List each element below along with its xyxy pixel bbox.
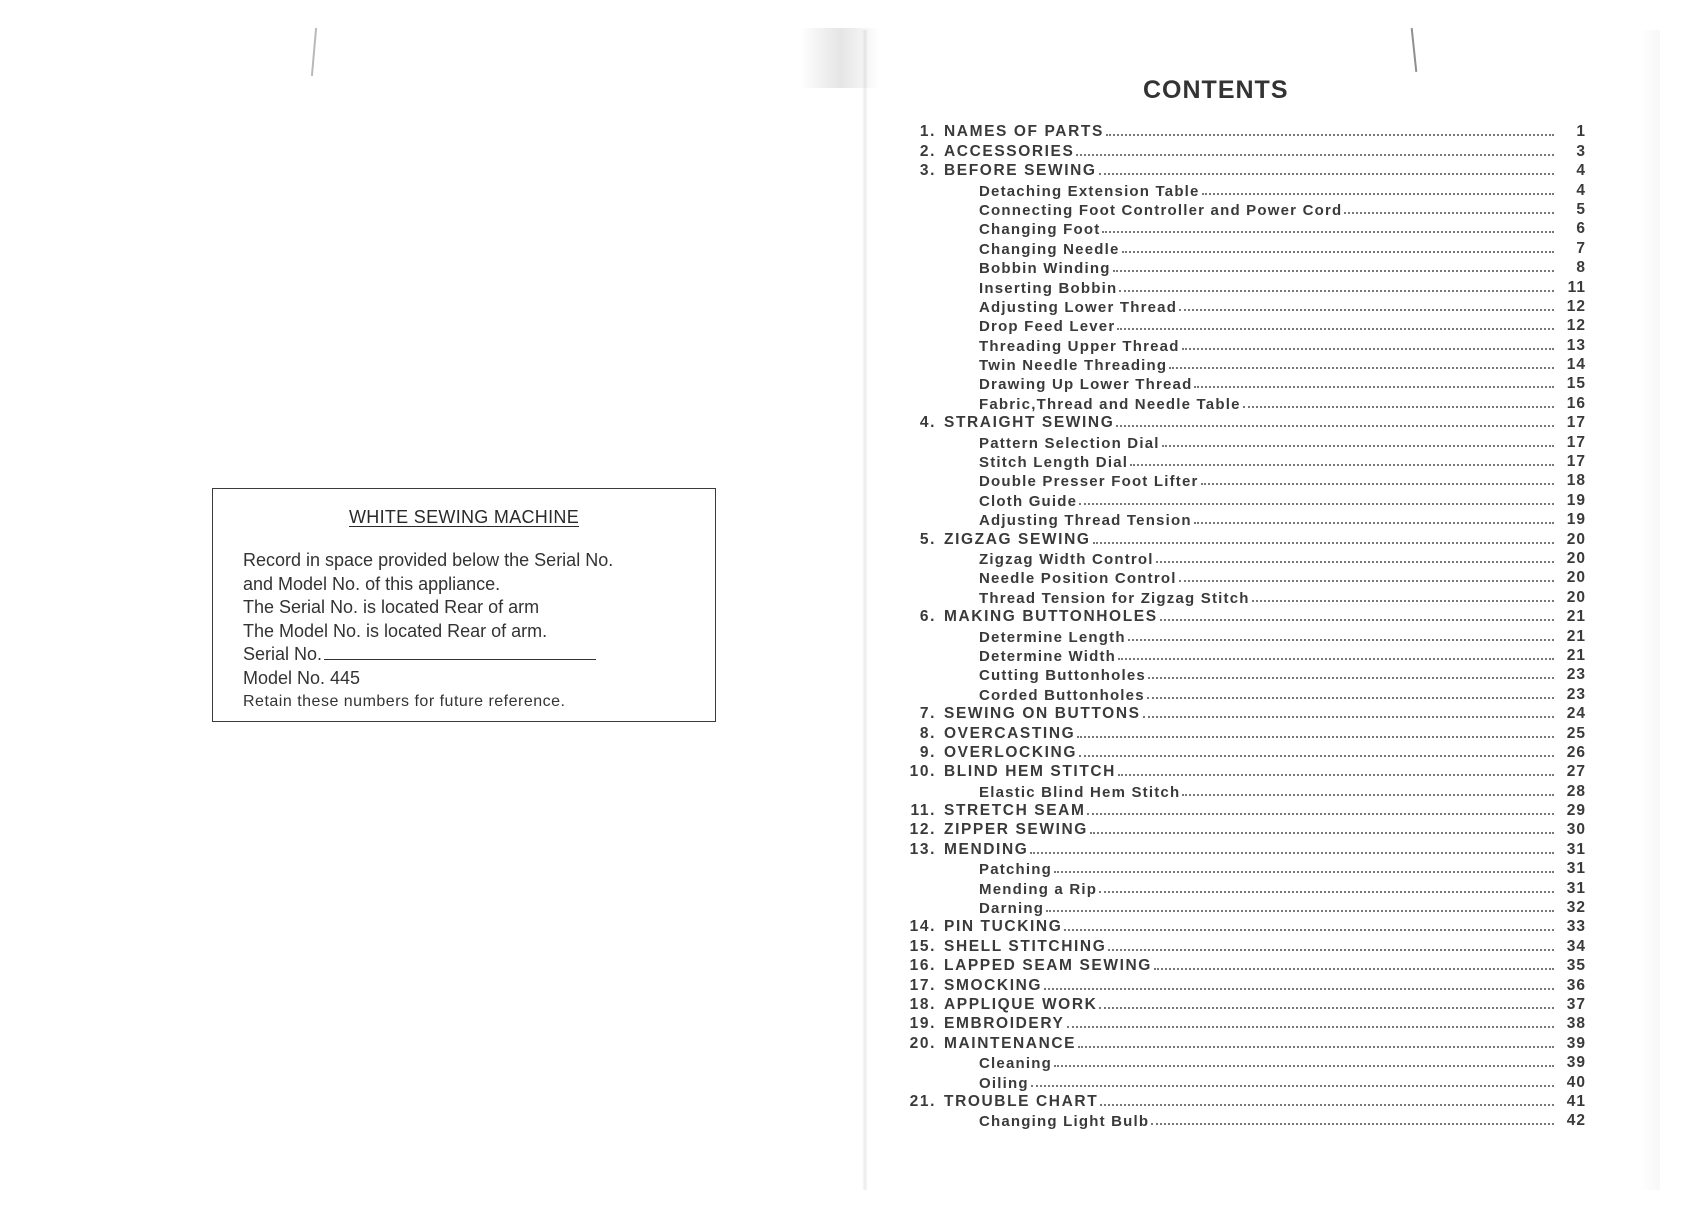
toc-leader-dots xyxy=(1044,988,1554,990)
toc-page-number: 36 xyxy=(1566,976,1586,994)
toc-title: Cloth Guide xyxy=(979,492,1078,510)
toc-page-number: 26 xyxy=(1566,743,1586,761)
toc-entry xyxy=(898,141,1586,160)
toc-title: Changing Light Bulb xyxy=(979,1113,1150,1131)
toc-leader-dots xyxy=(1117,328,1554,330)
record-line: The Model No. is located Rear of arm. xyxy=(243,620,548,641)
toc-subentry xyxy=(898,219,1586,238)
toc-leader-dots xyxy=(1113,270,1554,272)
toc-title: BEFORE SEWING xyxy=(944,162,1097,180)
toc-subentry xyxy=(898,452,1586,471)
toc-leader-dots xyxy=(1154,968,1554,970)
model-line: Model No. 445 xyxy=(243,667,361,688)
toc-entry xyxy=(898,936,1586,955)
toc-subentry xyxy=(898,646,1586,665)
toc-entry xyxy=(898,723,1586,742)
toc-leader-dots xyxy=(1148,677,1554,679)
toc-entry xyxy=(898,956,1586,975)
toc-page-number: 31 xyxy=(1566,840,1586,858)
toc-subentry xyxy=(898,684,1586,703)
toc-page-number: 23 xyxy=(1566,685,1586,703)
record-box-title xyxy=(213,507,715,528)
toc-leader-dots xyxy=(1162,445,1554,447)
toc-entry xyxy=(898,975,1586,994)
toc-leader-dots xyxy=(1119,290,1554,292)
toc-page-number: 14 xyxy=(1566,356,1586,374)
toc-title: MAINTENANCE xyxy=(944,1034,1077,1052)
toc-entry xyxy=(898,820,1586,839)
toc-entry xyxy=(898,122,1586,141)
toc-subentry xyxy=(898,277,1586,296)
toc-leader-dots xyxy=(1099,891,1554,893)
toc-leader-dots xyxy=(1344,212,1554,214)
toc-title: Patching xyxy=(979,861,1052,879)
toc-title: Adjusting Lower Thread xyxy=(979,298,1178,316)
fold-shadow xyxy=(800,28,880,88)
toc-title: OVERCASTING xyxy=(944,724,1076,742)
toc-subentry xyxy=(898,258,1586,277)
toc-title: Twin Needle Threading xyxy=(979,357,1168,375)
toc-subentry xyxy=(898,781,1586,800)
toc-page-number: 29 xyxy=(1566,802,1586,820)
toc-leader-dots xyxy=(1099,1007,1554,1009)
toc-page-number: 39 xyxy=(1566,1054,1586,1072)
toc-page-number: 20 xyxy=(1566,588,1586,606)
toc-subentry xyxy=(898,587,1586,606)
toc-title: Mending a Rip xyxy=(979,880,1098,898)
toc-leader-dots xyxy=(1122,251,1554,253)
toc-leader-dots xyxy=(1108,949,1554,951)
toc-title: Determine Length xyxy=(979,628,1126,646)
toc-title: Zigzag Width Control xyxy=(979,550,1154,568)
toc-title: Pattern Selection Dial xyxy=(979,434,1160,452)
toc-page-number: 35 xyxy=(1566,957,1586,975)
toc-title: ZIPPER SEWING xyxy=(944,821,1088,839)
toc-entry xyxy=(898,413,1586,432)
toc-subentry xyxy=(898,878,1586,897)
toc-leader-dots xyxy=(1093,542,1554,544)
toc-page-number: 40 xyxy=(1566,1073,1586,1091)
toc-title: BLIND HEM STITCH xyxy=(944,763,1116,781)
toc-page-number: 39 xyxy=(1566,1034,1586,1052)
toc-title: STRAIGHT SEWING xyxy=(944,414,1115,432)
toc-page-number: 37 xyxy=(1566,995,1586,1013)
toc-entry xyxy=(898,995,1586,1014)
toc-entry xyxy=(898,839,1586,858)
toc-page-number: 8 xyxy=(1576,259,1586,277)
toc-title: Stitch Length Dial xyxy=(979,454,1129,472)
toc-number: 6. xyxy=(919,608,936,626)
toc-subentry xyxy=(898,1053,1586,1072)
toc-leader-dots xyxy=(1201,483,1554,485)
toc-leader-dots xyxy=(1143,716,1554,718)
toc-title: Connecting Foot Controller and Power Cord xyxy=(979,201,1343,219)
toc-leader-dots xyxy=(1031,1085,1554,1087)
record-line: and Model No. of this appliance. xyxy=(243,573,501,594)
toc-page-number: 41 xyxy=(1566,1092,1586,1110)
scan-mark xyxy=(311,28,317,76)
toc-number: 14. xyxy=(909,918,936,936)
toc-page-number: 23 xyxy=(1566,666,1586,684)
toc-leader-dots xyxy=(1156,561,1554,563)
toc-page-number: 30 xyxy=(1566,821,1586,839)
toc-subentry xyxy=(898,510,1586,529)
toc-page-number: 6 xyxy=(1576,220,1586,238)
toc-leader-dots xyxy=(1169,367,1554,369)
toc-page-number: 38 xyxy=(1566,1015,1586,1033)
toc-leader-dots xyxy=(1130,464,1554,466)
toc-number: 9. xyxy=(919,743,936,761)
toc-page-number: 27 xyxy=(1566,763,1586,781)
toc-page-number: 17 xyxy=(1566,414,1586,432)
toc-number: 11. xyxy=(910,802,936,820)
toc-entry xyxy=(898,704,1586,723)
toc-subentry xyxy=(898,335,1586,354)
toc-page-number: 1 xyxy=(1576,123,1586,141)
toc-entry xyxy=(898,607,1586,626)
toc-leader-dots xyxy=(1128,639,1554,641)
toc-title: Detaching Extension Table xyxy=(979,182,1200,200)
toc-subentry xyxy=(898,549,1586,568)
toc-title: SEWING ON BUTTONS xyxy=(944,705,1141,723)
toc-subentry xyxy=(898,490,1586,509)
toc-page-number: 34 xyxy=(1566,937,1586,955)
toc-subentry xyxy=(898,180,1586,199)
toc-entry xyxy=(898,801,1586,820)
toc-subentry xyxy=(898,200,1586,219)
toc-number: 7. xyxy=(919,705,936,723)
toc-page-number: 20 xyxy=(1566,569,1586,587)
toc-leader-dots xyxy=(1252,600,1554,602)
toc-title: EMBROIDERY xyxy=(944,1015,1065,1033)
toc-leader-dots xyxy=(1076,154,1554,156)
toc-subentry xyxy=(898,432,1586,451)
toc-page-number: 16 xyxy=(1566,394,1586,412)
table-of-contents xyxy=(898,122,1586,1130)
toc-subentry xyxy=(898,859,1586,878)
toc-leader-dots xyxy=(1087,813,1554,815)
toc-page-number: 20 xyxy=(1566,549,1586,567)
toc-page-number: 25 xyxy=(1566,724,1586,742)
toc-number: 13. xyxy=(909,840,936,858)
toc-title: Fabric,Thread and Needle Table xyxy=(979,395,1241,413)
toc-subentry xyxy=(898,1072,1586,1091)
toc-subentry xyxy=(898,355,1586,374)
toc-title: Cleaning xyxy=(979,1055,1052,1073)
toc-leader-dots xyxy=(1067,1026,1555,1028)
toc-leader-dots xyxy=(1182,794,1554,796)
toc-entry xyxy=(898,1014,1586,1033)
toc-page-number: 4 xyxy=(1576,162,1586,180)
toc-title: Elastic Blind Hem Stitch xyxy=(979,783,1181,801)
toc-page-number: 4 xyxy=(1576,181,1586,199)
toc-title: Threading Upper Thread xyxy=(979,337,1180,355)
toc-title: Drawing Up Lower Thread xyxy=(979,376,1193,394)
toc-leader-dots xyxy=(1099,173,1554,175)
page-edge xyxy=(1640,30,1660,1190)
toc-number: 3. xyxy=(919,162,936,180)
toc-title: APPLIQUE WORK xyxy=(944,995,1098,1013)
serial-line xyxy=(243,643,703,667)
toc-page-number: 12 xyxy=(1566,317,1586,335)
toc-subentry xyxy=(898,471,1586,490)
toc-title: STRETCH SEAM xyxy=(944,802,1086,820)
toc-leader-dots xyxy=(1160,619,1554,621)
toc-leader-dots xyxy=(1147,697,1554,699)
toc-entry xyxy=(898,161,1586,180)
record-box xyxy=(212,488,716,722)
toc-title: Bobbin Winding xyxy=(979,260,1111,278)
toc-page-number: 20 xyxy=(1566,530,1586,548)
toc-leader-dots xyxy=(1079,503,1554,505)
toc-subentry xyxy=(898,898,1586,917)
toc-page-number: 17 xyxy=(1566,433,1586,451)
toc-title: Changing Needle xyxy=(979,240,1120,258)
toc-page-number: 15 xyxy=(1566,375,1586,393)
toc-number: 15. xyxy=(909,937,936,955)
toc-leader-dots xyxy=(1054,871,1554,873)
toc-page-number: 21 xyxy=(1566,608,1586,626)
toc-leader-dots xyxy=(1194,386,1554,388)
toc-leader-dots xyxy=(1064,929,1554,931)
toc-title: Needle Position Control xyxy=(979,570,1177,588)
toc-title: Corded Buttonholes xyxy=(979,686,1145,704)
toc-number: 8. xyxy=(919,724,936,742)
toc-title: OVERLOCKING xyxy=(944,743,1077,761)
toc-leader-dots xyxy=(1106,134,1554,136)
toc-number: 12. xyxy=(909,821,936,839)
toc-title: MENDING xyxy=(944,840,1029,858)
toc-entry xyxy=(898,529,1586,548)
toc-subentry xyxy=(898,374,1586,393)
toc-title: Thread Tension for Zigzag Stitch xyxy=(979,589,1250,607)
toc-page-number: 21 xyxy=(1566,646,1586,664)
toc-title: Drop Feed Lever xyxy=(979,318,1116,336)
toc-leader-dots xyxy=(1102,231,1554,233)
toc-subentry xyxy=(898,626,1586,645)
toc-leader-dots xyxy=(1151,1123,1554,1125)
toc-leader-dots xyxy=(1179,580,1554,582)
toc-title: Changing Foot xyxy=(979,221,1101,239)
toc-subentry xyxy=(898,316,1586,335)
toc-page-number: 24 xyxy=(1566,705,1586,723)
toc-number: 2. xyxy=(919,142,936,160)
toc-title: Inserting Bobbin xyxy=(979,279,1118,297)
page-fold xyxy=(862,30,868,1190)
toc-leader-dots xyxy=(1202,193,1554,195)
toc-page-number: 18 xyxy=(1566,472,1586,490)
toc-number: 10. xyxy=(909,763,936,781)
toc-page-number: 19 xyxy=(1566,511,1586,529)
toc-page-number: 32 xyxy=(1566,899,1586,917)
toc-subentry xyxy=(898,665,1586,684)
record-box-title-text: WHITE SEWING MACHINE xyxy=(349,507,579,527)
toc-leader-dots xyxy=(1118,774,1554,776)
toc-leader-dots xyxy=(1116,425,1554,427)
serial-blank xyxy=(324,645,596,660)
toc-page-number: 12 xyxy=(1566,297,1586,315)
record-line: Record in space provided below the Serial No. xyxy=(243,550,614,570)
toc-entry xyxy=(898,1033,1586,1052)
left-page xyxy=(0,0,840,1209)
toc-title: SHELL STITCHING xyxy=(944,937,1107,955)
toc-title: MAKING BUTTONHOLES xyxy=(944,608,1158,626)
record-line: The Serial No. is located Rear of arm xyxy=(243,597,540,617)
toc-title: ZIGZAG SEWING xyxy=(944,530,1091,548)
toc-subentry xyxy=(898,393,1586,412)
toc-page-number: 31 xyxy=(1566,860,1586,878)
toc-title: Darning xyxy=(979,900,1045,918)
serial-label: Serial No. xyxy=(243,644,323,664)
toc-leader-dots xyxy=(1243,406,1554,408)
record-lines xyxy=(243,549,703,714)
toc-number: 19. xyxy=(909,1015,936,1033)
toc-page-number: 7 xyxy=(1576,239,1586,257)
toc-leader-dots xyxy=(1079,755,1554,757)
toc-number: 17. xyxy=(909,976,936,994)
toc-entry xyxy=(898,743,1586,762)
toc-subentry xyxy=(898,238,1586,257)
toc-title: Double Presser Foot Lifter xyxy=(979,473,1199,491)
toc-title: TROUBLE CHART xyxy=(944,1092,1099,1110)
toc-number: 4. xyxy=(919,414,936,432)
toc-title: Oiling xyxy=(979,1074,1029,1092)
contents-title: CONTENTS xyxy=(1143,76,1289,104)
toc-page-number: 28 xyxy=(1566,782,1586,800)
toc-page-number: 17 xyxy=(1566,453,1586,471)
toc-page-number: 5 xyxy=(1576,200,1586,218)
toc-page-number: 31 xyxy=(1566,879,1586,897)
toc-page-number: 21 xyxy=(1566,627,1586,645)
retain-line: Retain these numbers for future reference. xyxy=(243,693,566,710)
toc-subentry xyxy=(898,297,1586,316)
toc-leader-dots xyxy=(1182,348,1554,350)
toc-leader-dots xyxy=(1090,832,1554,834)
toc-title: Adjusting Thread Tension xyxy=(979,512,1192,530)
toc-leader-dots xyxy=(1046,910,1554,912)
toc-title: ACCESSORIES xyxy=(944,142,1075,160)
toc-page-number: 13 xyxy=(1566,336,1586,354)
toc-title: LAPPED SEAM SEWING xyxy=(944,957,1152,975)
toc-subentry xyxy=(898,1111,1586,1130)
toc-entry xyxy=(898,762,1586,781)
toc-leader-dots xyxy=(1100,1104,1554,1106)
toc-number: 21. xyxy=(909,1092,936,1110)
toc-number: 1. xyxy=(919,123,936,141)
toc-number: 5. xyxy=(919,530,936,548)
toc-number: 18. xyxy=(909,995,936,1013)
toc-page-number: 19 xyxy=(1566,491,1586,509)
toc-page-number: 3 xyxy=(1576,142,1586,160)
toc-title: PIN TUCKING xyxy=(944,918,1063,936)
toc-number: 16. xyxy=(909,957,936,975)
toc-leader-dots xyxy=(1077,736,1554,738)
toc-title: Determine Width xyxy=(979,647,1117,665)
toc-leader-dots xyxy=(1078,1046,1554,1048)
toc-leader-dots xyxy=(1194,522,1554,524)
toc-subentry xyxy=(898,568,1586,587)
toc-entry xyxy=(898,917,1586,936)
toc-title: NAMES OF PARTS xyxy=(944,123,1104,141)
toc-title: SMOCKING xyxy=(944,976,1043,994)
toc-title: Cutting Buttonholes xyxy=(979,667,1146,685)
toc-number: 20. xyxy=(909,1034,936,1052)
toc-page-number: 33 xyxy=(1566,918,1586,936)
toc-page-number: 11 xyxy=(1567,278,1586,296)
toc-leader-dots xyxy=(1030,852,1554,854)
toc-leader-dots xyxy=(1118,658,1554,660)
toc-leader-dots xyxy=(1179,309,1554,311)
toc-page-number: 42 xyxy=(1566,1112,1586,1130)
toc-leader-dots xyxy=(1054,1065,1554,1067)
toc-entry xyxy=(898,1092,1586,1111)
